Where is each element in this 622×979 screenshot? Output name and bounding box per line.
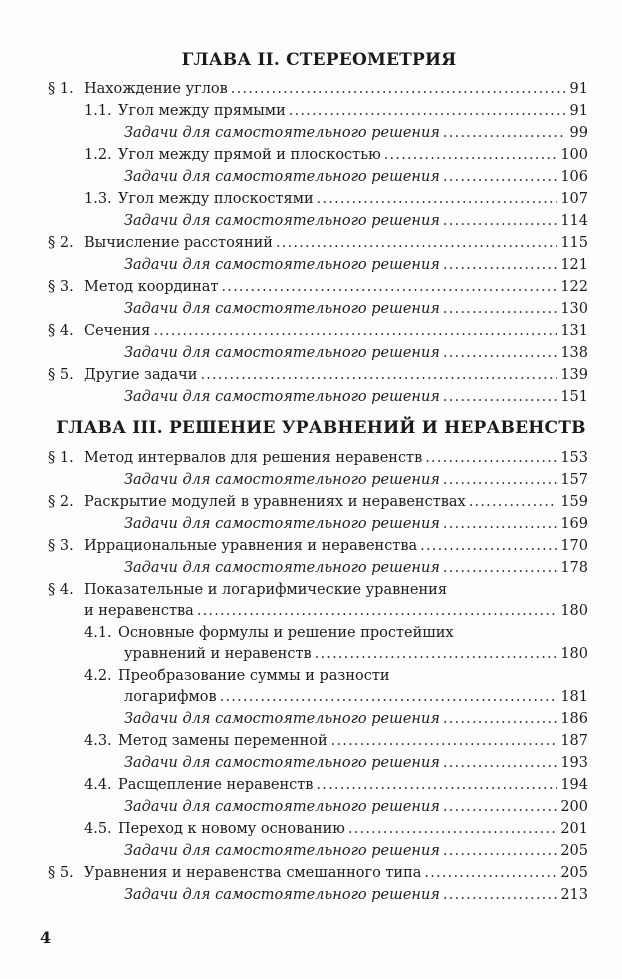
toc-entry xyxy=(48,447,588,469)
entry-title: Другие задачи xyxy=(84,367,198,383)
toc-entry xyxy=(48,665,588,686)
toc-entry xyxy=(48,796,588,818)
dot-leader xyxy=(197,600,558,622)
entry-title: Уравнения и неравенства смешанного типа xyxy=(84,865,422,881)
page-ref: 205 xyxy=(560,843,588,859)
toc-entry xyxy=(48,535,588,557)
entry-title: Сечения xyxy=(84,323,151,339)
dot-leader xyxy=(153,320,557,342)
entry-title: Переход к новому основанию xyxy=(118,821,345,837)
toc-entry xyxy=(48,730,588,752)
page-ref: 186 xyxy=(560,711,588,727)
toc-entry xyxy=(48,643,588,665)
dot-leader xyxy=(443,122,565,144)
page-ref: 193 xyxy=(560,755,588,771)
toc-entry xyxy=(48,622,588,643)
page-ref: 159 xyxy=(560,494,588,510)
exercises-title: Задачи для самостоятельного решения xyxy=(124,887,440,903)
entry-title: Угол между прямой и плоскостью xyxy=(118,147,381,163)
dot-leader xyxy=(443,254,557,276)
toc-entry xyxy=(48,579,588,600)
exercises-title: Задачи для самостоятельного решения xyxy=(124,125,440,141)
exercises-title: Задачи для самостоятельного решения xyxy=(124,711,440,727)
entry-title: Преобразование суммы и разности xyxy=(118,668,390,684)
page-ref: 107 xyxy=(560,191,588,207)
entry-title-continued: и неравенства xyxy=(84,603,194,619)
toc-entry xyxy=(48,166,588,188)
entry-title: Нахождение углов xyxy=(84,81,228,97)
entry-title: Метод интервалов для решения неравенств xyxy=(84,450,423,466)
toc-entry xyxy=(48,884,588,906)
toc-entry xyxy=(48,298,588,320)
dot-leader xyxy=(200,364,557,386)
chapter-2-contents xyxy=(48,78,588,408)
subsection-number: 1.3. xyxy=(84,191,112,207)
exercises-title: Задачи для самостоятельного решения xyxy=(124,213,440,229)
entry-title: Угол между прямыми xyxy=(118,103,286,119)
toc-entry xyxy=(48,752,588,774)
entry-title-continued: логарифмов xyxy=(124,689,217,705)
toc-entry xyxy=(48,320,588,342)
dot-leader xyxy=(316,774,557,796)
page-ref: 106 xyxy=(560,169,588,185)
toc-entry xyxy=(48,708,588,730)
dot-leader xyxy=(469,491,558,513)
page-ref: 170 xyxy=(560,538,588,554)
page-ref: 213 xyxy=(560,887,588,903)
toc-entry xyxy=(48,342,588,364)
subsection-number: 4.4. xyxy=(84,777,112,793)
page-ref: 100 xyxy=(560,147,588,163)
chapter-2-title: ГЛАВА II. СТЕРЕОМЕТРИЯ xyxy=(181,50,457,70)
dot-leader xyxy=(443,298,557,320)
exercises-title: Задачи для самостоятельного решения xyxy=(124,257,440,273)
entry-title: Метод замены переменной xyxy=(118,733,328,749)
page-ref: 130 xyxy=(560,301,588,317)
subsection-number: 4.5. xyxy=(84,821,112,837)
toc-entry xyxy=(48,491,588,513)
dot-leader xyxy=(443,557,557,579)
page-ref: 122 xyxy=(560,279,588,295)
toc-entry xyxy=(48,862,588,884)
page-ref: 205 xyxy=(560,865,588,881)
page-ref: 169 xyxy=(560,516,588,532)
section-number: § 5. xyxy=(48,865,74,881)
toc-entry xyxy=(48,122,588,144)
toc-entry xyxy=(48,557,588,579)
toc-entry xyxy=(48,188,588,210)
exercises-title: Задачи для самостоятельного решения xyxy=(124,799,440,815)
section-number: § 3. xyxy=(48,538,74,554)
dot-leader xyxy=(289,100,565,122)
chapter-3-title: ГЛАВА III. РЕШЕНИЕ УРАВНЕНИЙ И НЕРАВЕНСТВ xyxy=(56,418,586,438)
page-ref: 115 xyxy=(560,235,588,251)
page-ref: 99 xyxy=(569,125,588,141)
exercises-title: Задачи для самостоятельного решения xyxy=(124,560,440,576)
page-ref: 157 xyxy=(560,472,588,488)
dot-leader xyxy=(425,447,557,469)
dot-leader xyxy=(221,276,557,298)
page-ref: 131 xyxy=(560,323,588,339)
entry-title-continued: уравнений и неравенств xyxy=(124,646,312,662)
page-ref: 139 xyxy=(560,367,588,383)
page-ref: 194 xyxy=(560,777,588,793)
page-ref: 91 xyxy=(569,103,588,119)
dot-leader xyxy=(348,818,557,840)
entry-title: Раскрытие модулей в уравнениях и неравенствах xyxy=(84,494,466,510)
dot-leader xyxy=(231,78,565,100)
entry-title: Иррациональные уравнения и неравенства xyxy=(84,538,418,554)
page-ref: 178 xyxy=(560,560,588,576)
page-ref: 187 xyxy=(560,733,588,749)
toc-entry xyxy=(48,232,588,254)
dot-leader xyxy=(443,469,557,491)
dot-leader xyxy=(443,342,557,364)
dot-leader xyxy=(276,232,557,254)
exercises-title: Задачи для самостоятельного решения xyxy=(124,169,440,185)
section-number: § 4. xyxy=(48,582,74,598)
dot-leader xyxy=(443,210,557,232)
toc-entry xyxy=(48,254,588,276)
toc-entry xyxy=(48,364,588,386)
page-ref: 151 xyxy=(560,389,588,405)
subsection-number: 4.3. xyxy=(84,733,112,749)
entry-title: Метод координат xyxy=(84,279,219,295)
exercises-title: Задачи для самостоятельного решения xyxy=(124,516,440,532)
toc-entry xyxy=(48,78,588,100)
exercises-title: Задачи для самостоятельного решения xyxy=(124,755,440,771)
dot-leader xyxy=(315,643,558,665)
toc-entry xyxy=(48,210,588,232)
section-number: § 5. xyxy=(48,367,74,383)
section-number: § 1. xyxy=(48,81,74,97)
toc-entry xyxy=(48,600,588,622)
page-ref: 114 xyxy=(560,213,588,229)
page-ref: 180 xyxy=(560,646,588,662)
subsection-number: 1.1. xyxy=(84,103,112,119)
exercises-title: Задачи для самостоятельного решения xyxy=(124,345,440,361)
entry-title: Угол между плоскостями xyxy=(118,191,314,207)
section-number: § 2. xyxy=(48,235,74,251)
subsection-number: 4.2. xyxy=(84,668,112,684)
dot-leader xyxy=(424,862,557,884)
toc-entry xyxy=(48,513,588,535)
dot-leader xyxy=(443,708,557,730)
toc-entry xyxy=(48,100,588,122)
entry-title: Вычисление расстояний xyxy=(84,235,273,251)
subsection-number: 4.1. xyxy=(84,625,112,641)
dot-leader xyxy=(443,513,557,535)
entry-title: Расщепление неравенств xyxy=(118,777,314,793)
toc-entry xyxy=(48,774,588,796)
toc-entry xyxy=(48,386,588,408)
section-number: § 1. xyxy=(48,450,74,466)
subsection-number: 1.2. xyxy=(84,147,112,163)
toc-entry xyxy=(48,276,588,298)
dot-leader xyxy=(317,188,558,210)
page-ref: 181 xyxy=(560,689,588,705)
page-ref: 91 xyxy=(569,81,588,97)
page-ref: 180 xyxy=(560,603,588,619)
page-ref: 201 xyxy=(560,821,588,837)
toc-entry xyxy=(48,818,588,840)
chapter-3-contents xyxy=(48,447,588,906)
dot-leader xyxy=(443,840,557,862)
entry-title: Основные формулы и решение простейших xyxy=(118,625,454,641)
toc-entry xyxy=(48,469,588,491)
dot-leader xyxy=(443,752,557,774)
section-number: § 4. xyxy=(48,323,74,339)
page-ref: 153 xyxy=(560,450,588,466)
entry-title: Показательные и логарифмические уравнения xyxy=(84,582,447,598)
dot-leader xyxy=(220,686,558,708)
page-ref: 200 xyxy=(560,799,588,815)
dot-leader xyxy=(443,386,557,408)
exercises-title: Задачи для самостоятельного решения xyxy=(124,389,440,405)
page-ref: 121 xyxy=(560,257,588,273)
section-number: § 3. xyxy=(48,279,74,295)
dot-leader xyxy=(443,166,557,188)
dot-leader xyxy=(384,144,558,166)
exercises-title: Задачи для самостоятельного решения xyxy=(124,301,440,317)
page-ref: 138 xyxy=(560,345,588,361)
toc-entry xyxy=(48,686,588,708)
section-number: § 2. xyxy=(48,494,74,510)
dot-leader xyxy=(443,796,557,818)
toc-entry xyxy=(48,144,588,166)
exercises-title: Задачи для самостоятельного решения xyxy=(124,843,440,859)
dot-leader xyxy=(420,535,557,557)
exercises-title: Задачи для самостоятельного решения xyxy=(124,472,440,488)
toc-entry xyxy=(48,840,588,862)
page-number: 4 xyxy=(40,928,52,947)
dot-leader xyxy=(331,730,558,752)
dot-leader xyxy=(443,884,557,906)
